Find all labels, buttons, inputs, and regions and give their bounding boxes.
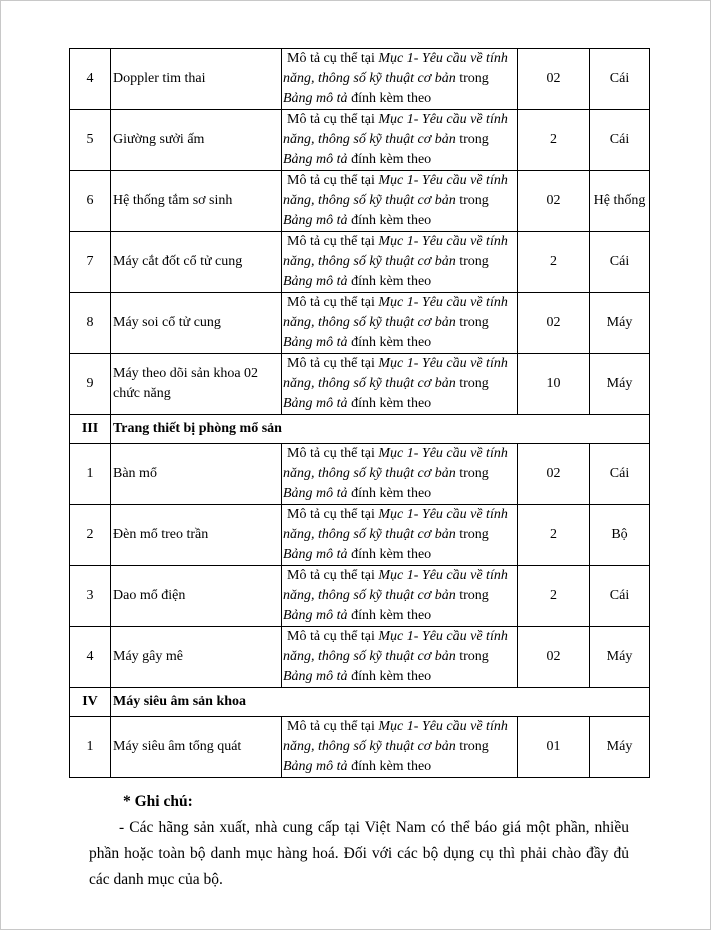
item-description (282, 49, 518, 110)
item-quantity: 2 (518, 566, 590, 627)
desc-fragment: năng, thông số kỹ thuật cơ bản (283, 466, 456, 481)
item-unit: Cái (590, 232, 650, 293)
table-row (70, 293, 650, 354)
desc-line-1 (283, 171, 515, 191)
item-description (282, 566, 518, 627)
desc-fragment: đính kèm theo (347, 608, 432, 623)
item-quantity: 2 (518, 505, 590, 566)
desc-fragment: Mô tả cụ thể tại (287, 173, 379, 188)
desc-fragment: năng, thông số kỹ thuật cơ bản (283, 739, 456, 754)
item-quantity: 02 (518, 627, 590, 688)
desc-fragment: đính kèm theo (347, 213, 432, 228)
item-unit: Hệ thống (590, 171, 650, 232)
desc-line-3 (283, 667, 515, 687)
desc-fragment: Mục 1- Yêu cầu về tính (378, 112, 508, 127)
notes-block (89, 789, 629, 893)
item-name: Máy soi cổ tử cung (111, 293, 282, 354)
item-quantity: 2 (518, 110, 590, 171)
desc-fragment: Mục 1- Yêu cầu về tính (378, 719, 508, 734)
desc-fragment: Bảng mô tả (283, 486, 348, 501)
section-title: Máy siêu âm sản khoa (111, 688, 650, 717)
item-quantity: 2 (518, 232, 590, 293)
desc-line-3 (283, 89, 515, 109)
desc-line-2 (283, 313, 515, 333)
desc-fragment: trong (455, 193, 489, 208)
desc-fragment: năng, thông số kỹ thuật cơ bản (283, 254, 456, 269)
desc-fragment: Mô tả cụ thể tại (287, 112, 379, 127)
desc-line-2 (283, 525, 515, 545)
item-unit: Máy (590, 354, 650, 415)
desc-fragment: Mô tả cụ thể tại (287, 356, 379, 371)
item-unit: Cái (590, 49, 650, 110)
desc-line-3 (283, 394, 515, 414)
item-description (282, 110, 518, 171)
row-number: 4 (70, 627, 111, 688)
item-name: Bàn mổ (111, 444, 282, 505)
desc-fragment: năng, thông số kỹ thuật cơ bản (283, 376, 456, 391)
desc-line-1 (283, 717, 515, 737)
desc-fragment: năng, thông số kỹ thuật cơ bản (283, 71, 456, 86)
desc-fragment: Mục 1- Yêu cầu về tính (378, 173, 508, 188)
desc-line-3 (283, 545, 515, 565)
desc-fragment: trong (455, 588, 489, 603)
desc-line-3 (283, 484, 515, 504)
desc-line-2 (283, 586, 515, 606)
item-unit: Bộ (590, 505, 650, 566)
item-name: Máy cắt đốt cổ tử cung (111, 232, 282, 293)
item-quantity: 01 (518, 717, 590, 778)
desc-fragment: trong (455, 527, 489, 542)
item-unit: Cái (590, 110, 650, 171)
item-description (282, 171, 518, 232)
table-row (70, 717, 650, 778)
desc-line-2 (283, 130, 515, 150)
desc-fragment: trong (455, 649, 489, 664)
item-unit: Cái (590, 444, 650, 505)
row-number: 8 (70, 293, 111, 354)
item-quantity: 02 (518, 171, 590, 232)
desc-fragment: đính kèm theo (347, 274, 432, 289)
desc-fragment: Bảng mô tả (283, 608, 348, 623)
desc-fragment: trong (455, 315, 489, 330)
item-name: Đèn mổ treo trần (111, 505, 282, 566)
desc-fragment: Mô tả cụ thể tại (287, 568, 379, 583)
row-number: 5 (70, 110, 111, 171)
desc-fragment: năng, thông số kỹ thuật cơ bản (283, 588, 456, 603)
desc-fragment: Mô tả cụ thể tại (287, 507, 379, 522)
row-number: 2 (70, 505, 111, 566)
desc-fragment: Bảng mô tả (283, 759, 348, 774)
item-unit: Cái (590, 566, 650, 627)
section-4 (70, 688, 650, 717)
desc-fragment: Bảng mô tả (283, 396, 348, 411)
desc-fragment: đính kèm theo (347, 547, 432, 562)
item-description (282, 444, 518, 505)
desc-fragment: Mô tả cụ thể tại (287, 719, 379, 734)
desc-fragment: đính kèm theo (347, 152, 432, 167)
desc-fragment: Mô tả cụ thể tại (287, 629, 379, 644)
desc-fragment: đính kèm theo (347, 335, 432, 350)
desc-line-1 (283, 232, 515, 252)
desc-fragment: trong (455, 739, 489, 754)
desc-line-1 (283, 505, 515, 525)
table-row (70, 505, 650, 566)
desc-fragment: Bảng mô tả (283, 274, 348, 289)
row-number: 7 (70, 232, 111, 293)
desc-fragment: năng, thông số kỹ thuật cơ bản (283, 649, 456, 664)
equipment-table (69, 48, 650, 778)
desc-line-3 (283, 606, 515, 626)
desc-fragment: Mục 1- Yêu cầu về tính (378, 295, 508, 310)
desc-fragment: Mục 1- Yêu cầu về tính (378, 51, 508, 66)
item-description (282, 354, 518, 415)
table-row (70, 566, 650, 627)
section-row (70, 415, 650, 444)
desc-fragment: Bảng mô tả (283, 213, 348, 228)
row-number: 3 (70, 566, 111, 627)
desc-fragment: Mục 1- Yêu cầu về tính (378, 356, 508, 371)
desc-fragment: Mục 1- Yêu cầu về tính (378, 507, 508, 522)
desc-line-1 (283, 627, 515, 647)
desc-line-3 (283, 272, 515, 292)
desc-line-1 (283, 444, 515, 464)
desc-fragment: Bảng mô tả (283, 152, 348, 167)
section-row (70, 688, 650, 717)
desc-line-2 (283, 737, 515, 757)
item-quantity: 10 (518, 354, 590, 415)
desc-line-2 (283, 252, 515, 272)
desc-fragment: Bảng mô tả (283, 91, 348, 106)
section-3 (70, 415, 650, 444)
row-number: 1 (70, 444, 111, 505)
desc-fragment: đính kèm theo (347, 759, 432, 774)
desc-fragment: Mô tả cụ thể tại (287, 234, 379, 249)
item-description (282, 232, 518, 293)
table-row (70, 232, 650, 293)
desc-fragment: Mục 1- Yêu cầu về tính (378, 629, 508, 644)
desc-line-3 (283, 211, 515, 231)
desc-fragment: Mô tả cụ thể tại (287, 295, 379, 310)
desc-fragment: Bảng mô tả (283, 669, 348, 684)
desc-fragment: Bảng mô tả (283, 547, 348, 562)
desc-line-2 (283, 464, 515, 484)
desc-fragment: Mục 1- Yêu cầu về tính (378, 234, 508, 249)
item-name: Hệ thống tắm sơ sinh (111, 171, 282, 232)
row-number: 1 (70, 717, 111, 778)
desc-fragment: Mô tả cụ thể tại (287, 446, 379, 461)
item-description (282, 293, 518, 354)
row-number: 6 (70, 171, 111, 232)
desc-line-3 (283, 757, 515, 777)
desc-line-1 (283, 566, 515, 586)
table-row (70, 171, 650, 232)
item-unit: Máy (590, 717, 650, 778)
table-row (70, 49, 650, 110)
notes-body: - Các hãng sản xuất, nhà cung cấp tại Việt Nam có thể báo giá một phần, nhiều phần hoặc toàn bộ danh mục hàng hoá. Đối với các bộ dụng cụ thì phải chào đầy đủ các danh mục của bộ. (89, 819, 629, 888)
desc-line-3 (283, 150, 515, 170)
desc-fragment: đính kèm theo (347, 486, 432, 501)
item-quantity: 02 (518, 293, 590, 354)
desc-fragment: Mục 1- Yêu cầu về tính (378, 568, 508, 583)
table-group-c (70, 717, 650, 778)
item-name: Dao mổ điện (111, 566, 282, 627)
desc-fragment: Mục 1- Yêu cầu về tính (378, 446, 508, 461)
desc-fragment: năng, thông số kỹ thuật cơ bản (283, 527, 456, 542)
item-name: Doppler tim thai (111, 49, 282, 110)
item-name: Máy siêu âm tổng quát (111, 717, 282, 778)
item-name: Giường sưởi ấm (111, 110, 282, 171)
section-number: IV (70, 688, 111, 717)
item-description (282, 717, 518, 778)
desc-line-2 (283, 647, 515, 667)
desc-fragment: trong (455, 376, 489, 391)
desc-fragment: trong (455, 254, 489, 269)
item-name: Máy theo dõi sản khoa 02 chức năng (111, 354, 282, 415)
desc-fragment: đính kèm theo (347, 396, 432, 411)
desc-fragment: trong (455, 132, 489, 147)
desc-fragment: trong (455, 71, 489, 86)
desc-line-1 (283, 49, 515, 69)
item-unit: Máy (590, 293, 650, 354)
table-row (70, 110, 650, 171)
table-row (70, 444, 650, 505)
item-quantity: 02 (518, 444, 590, 505)
desc-fragment: Mô tả cụ thể tại (287, 51, 379, 66)
desc-fragment: năng, thông số kỹ thuật cơ bản (283, 193, 456, 208)
desc-line-3 (283, 333, 515, 353)
desc-line-2 (283, 191, 515, 211)
section-title: Trang thiết bị phòng mổ sản (111, 415, 650, 444)
row-number: 9 (70, 354, 111, 415)
desc-fragment: đính kèm theo (347, 669, 432, 684)
item-quantity: 02 (518, 49, 590, 110)
table-group-a (70, 49, 650, 415)
section-number: III (70, 415, 111, 444)
item-name: Máy gây mê (111, 627, 282, 688)
table-group-b (70, 444, 650, 688)
desc-line-2 (283, 374, 515, 394)
desc-line-2 (283, 69, 515, 89)
notes-heading: * Ghi chú: (123, 793, 193, 810)
desc-fragment: đính kèm theo (347, 91, 432, 106)
desc-line-1 (283, 354, 515, 374)
desc-fragment: năng, thông số kỹ thuật cơ bản (283, 315, 456, 330)
desc-line-1 (283, 293, 515, 313)
desc-fragment: trong (455, 466, 489, 481)
item-description (282, 627, 518, 688)
table-row (70, 627, 650, 688)
table-row (70, 354, 650, 415)
desc-fragment: Bảng mô tả (283, 335, 348, 350)
row-number: 4 (70, 49, 111, 110)
item-description (282, 505, 518, 566)
desc-fragment: năng, thông số kỹ thuật cơ bản (283, 132, 456, 147)
desc-line-1 (283, 110, 515, 130)
item-unit: Máy (590, 627, 650, 688)
